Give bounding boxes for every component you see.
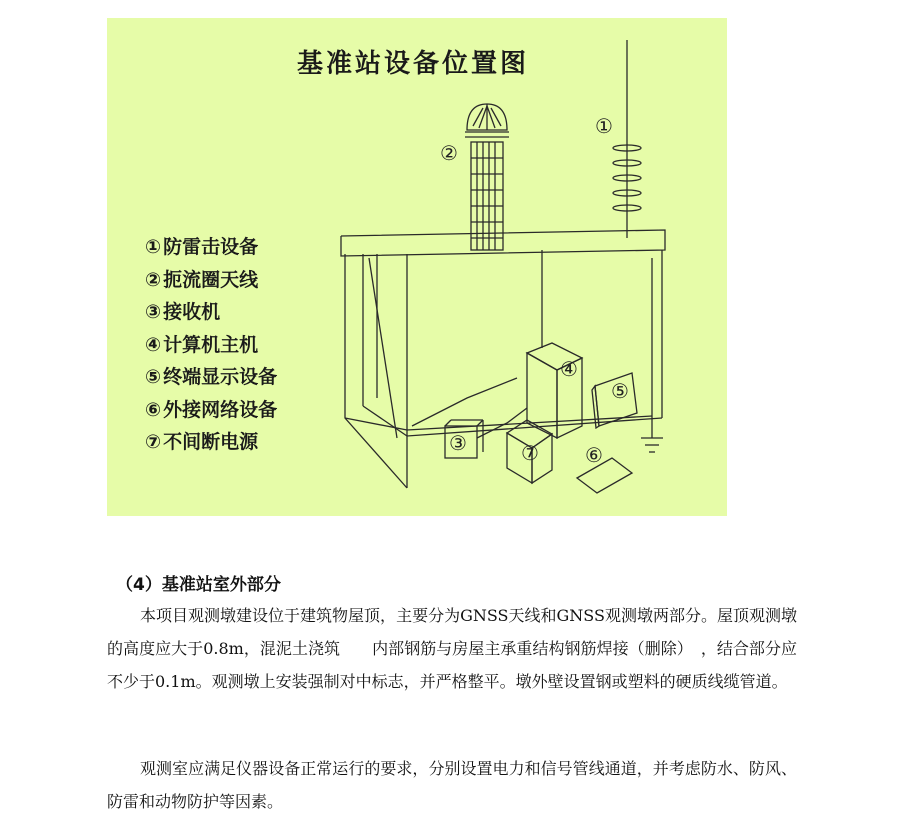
equipment-layout-figure — [107, 18, 727, 516]
legend-item: ① 防雷击设备 — [145, 236, 259, 258]
callout-2: ② — [440, 141, 458, 165]
legend-item: ⑤ 终端显示设备 — [145, 366, 278, 388]
callout-7: ⑦ — [521, 441, 539, 465]
legend-item: ③ 接收机 — [145, 301, 221, 323]
body-paragraph: 本项目观测墩建设位于建筑物屋顶，主要分为GNSS天线和GNSS观测墩两部分。屋顶观测墩的高度应大于0.8m，混泥土浇筑 内部钢筋与房屋主承重结构钢筋焊接（删除） ，结合部分应不少于0.1m。观测墩上安装强制对中标志，并严格整平。墩外壁设置钢或塑料的硬质线缆管道。 — [107, 606, 797, 691]
legend-item: ⑥ 外接网络设备 — [145, 398, 278, 421]
callout-5: ⑤ — [611, 379, 629, 403]
room-outline — [341, 230, 665, 488]
choke-ring-antenna — [465, 104, 509, 250]
legend-item: ④ 计算机主机 — [145, 333, 259, 356]
callout-1: ① — [595, 114, 613, 138]
body-paragraph: 观测室应满足仪器设备正常运行的要求，分别设置电力和信号管线通道，并考虑防水、防风、防雷和动物防护等因素。 — [107, 759, 797, 811]
legend-item: ② 扼流圈天线 — [145, 268, 259, 291]
figure-title: 基准站设备位置图 — [297, 49, 530, 79]
callout-4: ④ — [560, 357, 578, 381]
figure-legend — [145, 231, 277, 459]
callout-6: ⑥ — [585, 443, 603, 467]
section-heading: （4）基准站室外部分 — [116, 575, 281, 595]
callout-3: ③ — [449, 431, 467, 455]
legend-item: ⑦ 不间断电源 — [145, 431, 259, 453]
